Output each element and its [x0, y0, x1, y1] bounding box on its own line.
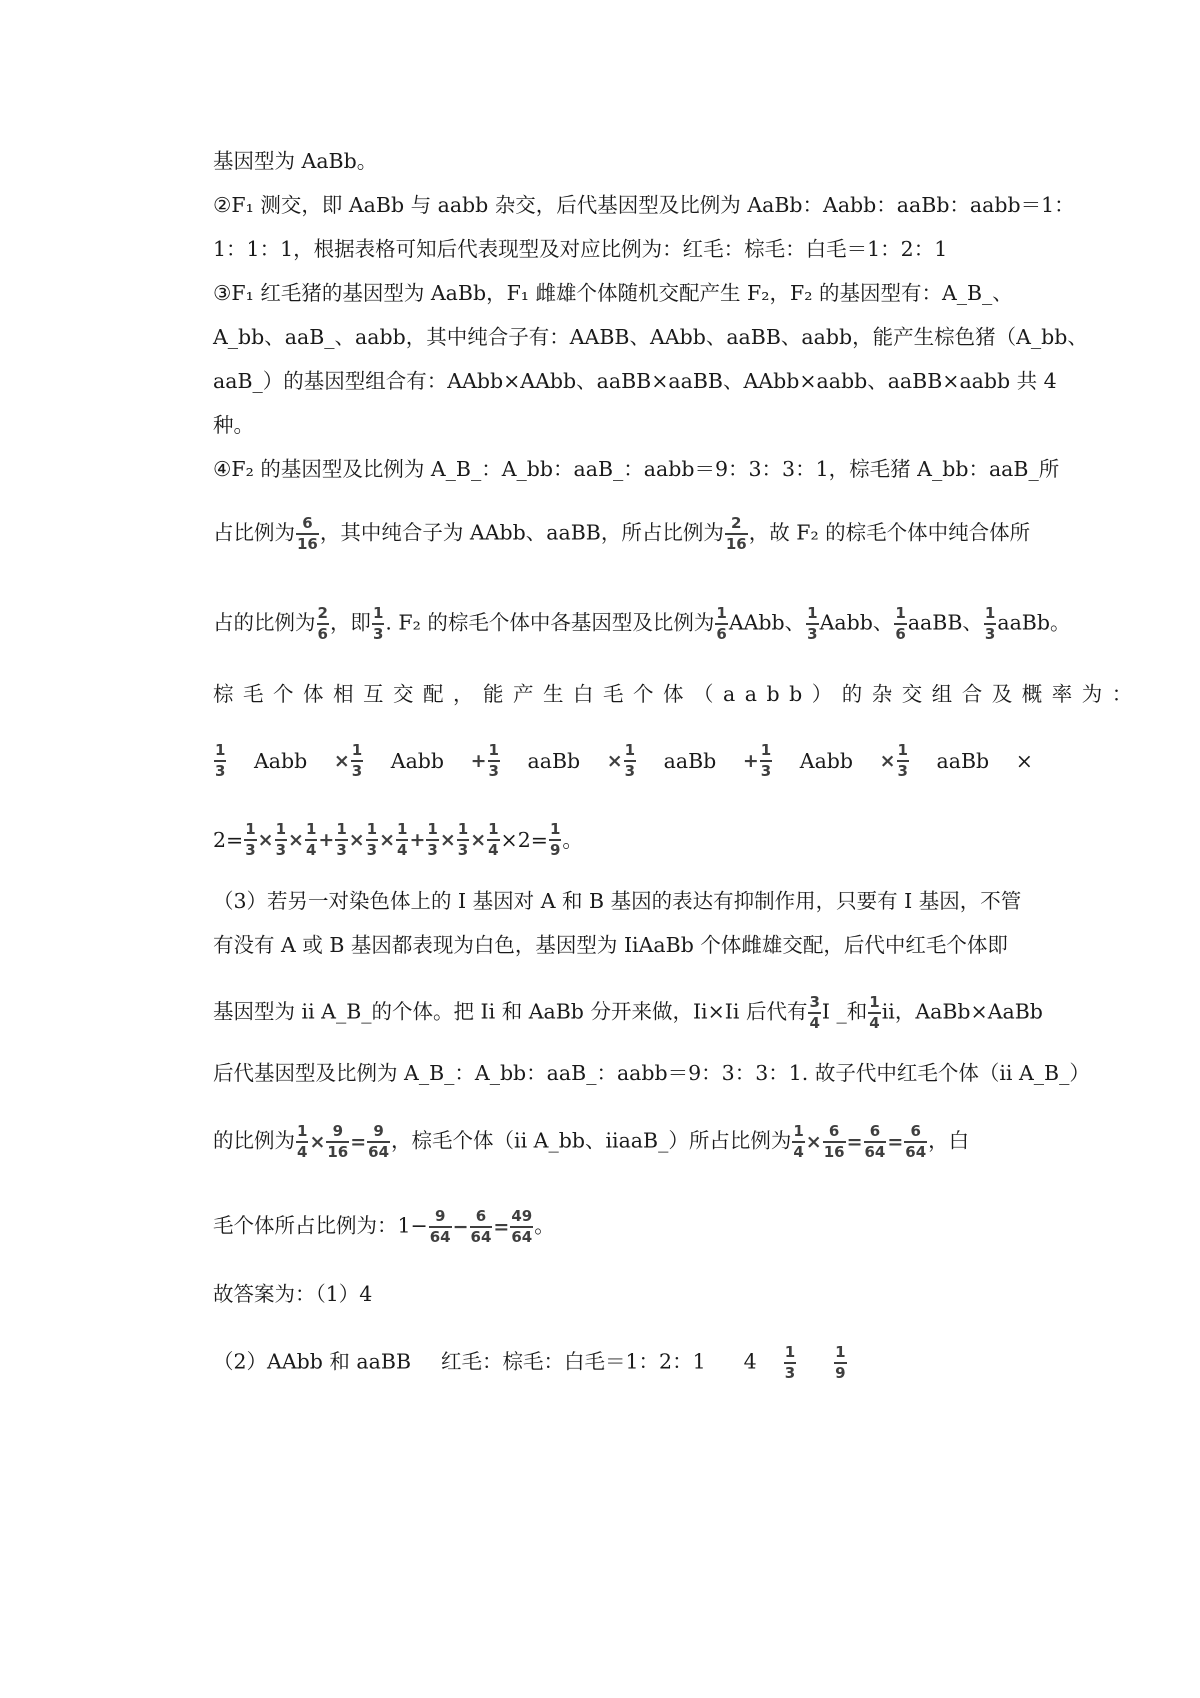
text-line: ③F₁ 红毛猪的基因型为 AaBb，F₁ 雌雄个体随机交配产生 F₂，F₂ 的基因型有：A_B_、 — [213, 281, 1013, 305]
text-line: ②F₁ 测交，即 AaBb 与 aabb 杂交，后代基因型及比例为 AaBb：Aabb：aaBb：aabb＝1： — [213, 193, 1075, 217]
fraction: $\frac{1}{3}$ — [624, 741, 636, 780]
text-line: （3）若另一对染色体上的 I 基因对 A 和 B 基因的表达有抑制作用，只要有 I 基因，不管 — [213, 889, 1022, 913]
text-line: 故答案为：（1）4 — [213, 1282, 373, 1306]
fraction: $\frac{1}{3}$ — [372, 604, 384, 643]
fraction: $\frac{1}{6}$ — [716, 604, 727, 643]
text-line: A_bb、aaB_、aabb，其中纯合子有：AABB、AAbb、aaBB、aabb，能产生棕色猪（A_bb、 — [213, 325, 1088, 349]
text-line: aaB_）的基因型组合有：AAbb×AAbb、aaBB×aaBB、AAbb×aabb、aaBB×aabb 共 4 — [213, 369, 1057, 393]
fraction: $\frac{6}{16}$ — [297, 514, 318, 553]
fraction: $\frac{1}{3}$ — [784, 1343, 796, 1382]
text-line: 占比例为 $\frac{6}{16}$ ，其中纯合子为 AAbb、aaBB，所占比例为 $\frac{2}{16}$ ，故 F₂ 的棕毛个体中纯合体所 — [213, 514, 1031, 553]
text-line: 后代基因型及比例为 A_B_：A_bb：aaB_：aabb＝9：3：3：1. 故子代中红毛个体（ii A_B_） — [213, 1061, 1090, 1085]
text-line: 1：1：1，根据表格可知后代表现型及对应比例为：红毛：棕毛：白毛＝1：2：1 — [213, 237, 948, 261]
text-line: ④F₂ 的基因型及比例为 A_B_：A_bb：aaB_：aabb＝9：3：3：1，棕毛猪 A_bb：aaB_所 — [213, 457, 1060, 481]
fraction: $\frac{9}{64}$ — [368, 1122, 390, 1161]
fraction: $\frac{1}{3}$ — [488, 741, 499, 780]
fraction: $\frac{49}{64}$ — [511, 1207, 533, 1246]
fraction: $\frac{1}{4}$ — [297, 1122, 308, 1161]
fraction: $\frac{1}{4}$ — [869, 993, 880, 1032]
fraction: 1 3 — [427, 820, 438, 859]
fraction: $\frac{1}{3}$ — [760, 741, 772, 780]
fraction: 1 4 — [397, 820, 408, 859]
fraction: 1 3 — [336, 820, 347, 859]
fraction: 1 3 — [215, 741, 226, 780]
fraction: $\frac{9}{16}$ — [327, 1122, 349, 1161]
text-line: 毛个体所占比例为：1− $\frac{9}{64}$ − $\frac{6}{64}$ = $\frac{49}{64}$ 。 — [213, 1207, 555, 1246]
text-line: 的比例为 $\frac{1}{4}$ × $\frac{9}{16}$ = $\frac{9}{64}$ ，棕毛个体（ii A_bb、iiaaB_）所占比例为 $\frac{1}{4}$ × $\frac{6}{16}$ = $\frac{6}{64}$ = $\frac{6}{64}$ ，白 — [213, 1122, 970, 1161]
fraction: $\frac{6}{64}$ — [470, 1207, 492, 1246]
fraction: 1 3 — [275, 820, 287, 859]
fraction: $\frac{1}{3}$ — [807, 604, 818, 643]
fraction: 1 9 — [549, 820, 561, 859]
answer-line: （2）AAbb 和 aaBB 红毛：棕毛：白毛＝1：2：1 4 $\frac{1}{3}$ $\frac{1}{9}$ — [213, 1343, 846, 1382]
text-line: 基因型为 AaBb。 — [213, 149, 378, 173]
fraction: $\frac{1}{6}$ — [895, 604, 906, 643]
fraction: $\frac{1}{9}$ — [835, 1343, 846, 1382]
fraction: $\frac{6}{64}$ — [905, 1122, 927, 1161]
fraction: $\frac{3}{4}$ — [809, 993, 820, 1032]
text-line: 基因型为 ii A_B_的个体。把 Ii 和 AaBb 分开来做，Ii×Ii 后代有 $\frac{3}{4}$ I _和 $\frac{1}{4}$ ii，AaBb×AaBb — [213, 993, 1043, 1032]
text-line: 占的比例为 $\frac{2}{6}$ ，即 $\frac{1}{3}$ . F₂ 的棕毛个体中各基因型及比例为 $\frac{1}{6}$ AAbb、 $\frac{1}{3}$ Aabb、 $\frac{1}{6}$ aaBB、 $\frac{1}{3}$ aaBb。 — [213, 604, 1071, 643]
fraction: $\frac{1}{3}$ — [897, 741, 908, 780]
text-line: 有没有 A 或 B 基因都表现为白色，基因型为 IiAaBb 个体雌雄交配，后代中红毛个体即 — [213, 933, 1008, 957]
equation-line: 1 3 Aabb × $\frac{1}{3}$ Aabb + $\frac{1}{3}$ aaBb × $\frac{1}{3}$ aaBb + $\frac{1}{3}$ Aabb × $\frac{1}{3}$ aaBb × — [215, 741, 1033, 780]
fraction: $\frac{1}{3}$ — [984, 604, 996, 643]
fraction: $\frac{1}{4}$ — [793, 1122, 804, 1161]
fraction: $\frac{6}{16}$ — [823, 1122, 845, 1161]
equation-line: 2= 1 3 × 1 3 × 1 4 + 1 3 × 1 3 × 1 4 + 1 3 × 1 3 × 1 4 ×2= 1 9 。 — [213, 820, 583, 859]
text-line: 种。 — [213, 413, 254, 437]
fraction: $\frac{6}{64}$ — [864, 1122, 886, 1161]
fraction: $\frac{2}{16}$ — [725, 514, 747, 553]
text-line: 棕毛个体相互交配，能产生白毛个体（aabb）的杂交组合及概率为： — [213, 682, 1142, 706]
fraction: 1 3 — [457, 820, 469, 859]
fraction: $\frac{9}{64}$ — [429, 1207, 451, 1246]
fraction: 1 4 — [488, 820, 499, 859]
fraction: 1 4 — [305, 820, 317, 859]
fraction: 1 3 — [245, 820, 256, 859]
fraction: $\frac{2}{6}$ — [317, 604, 328, 643]
fraction: 1 3 — [366, 820, 378, 859]
fraction: $\frac{1}{3}$ — [351, 741, 363, 780]
